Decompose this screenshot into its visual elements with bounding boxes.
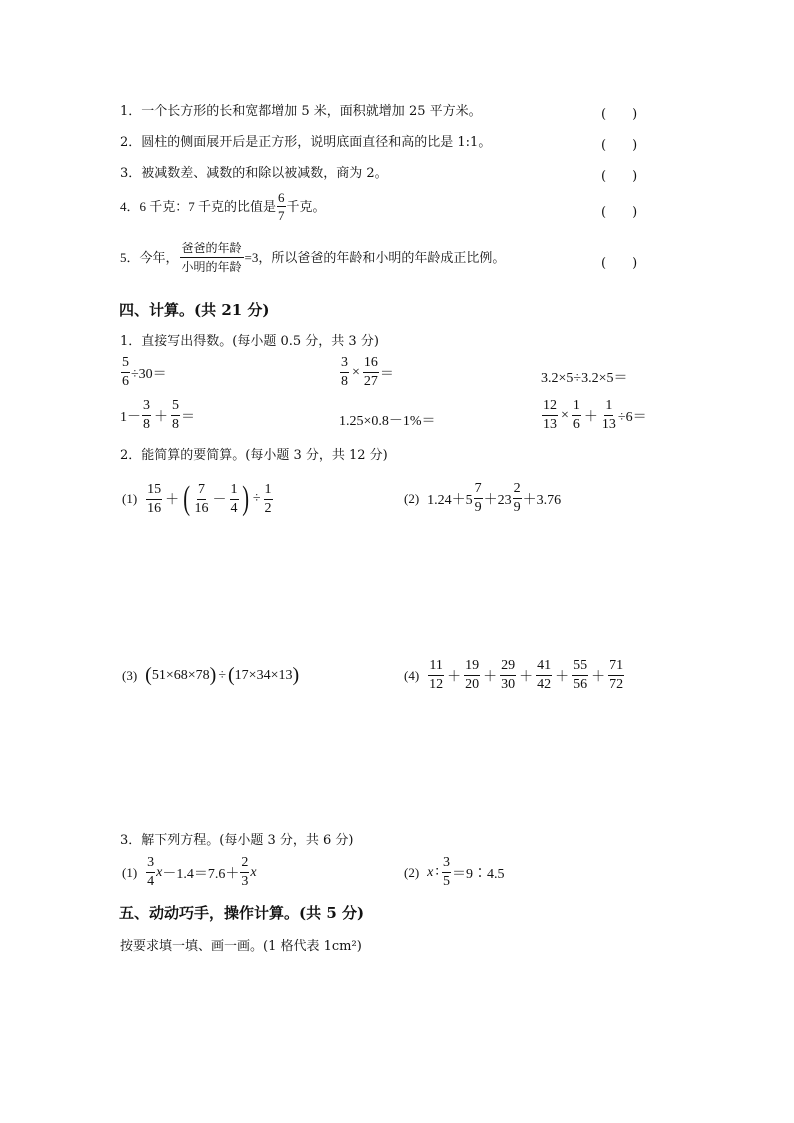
- judge-item-5-post: =3，所以爸爸的年龄和小明的年龄成正比例。: [244, 249, 506, 265]
- fraction: $\frac{71}{72}$: [609, 658, 624, 692]
- fraction: $\frac{1}{4}$: [230, 481, 238, 516]
- fraction: $\frac{3}{4}$: [147, 855, 155, 889]
- fraction: $\frac{11}{12}$: [429, 658, 444, 692]
- variable-x: x: [427, 864, 434, 880]
- section-5-instruction: 按要求填一填、画一画。(1 格代表 1cm²): [120, 939, 362, 954]
- q2-problem-4: (4) $\frac{11}{12}$ ＋ $\frac{19}{20}$ ＋ $\frac{29}{30}$ ＋ $\frac{41}{42}$ ＋ $\frac{55}{56}$ ＋ $\frac{71}{72}$: [404, 658, 624, 692]
- q3-equation-1: (1) $\frac{3}{4}$ x －1.4＝7.6＋ $\frac{2}{3}$ x: [122, 855, 257, 889]
- fraction: $\frac{7}{9}$: [474, 481, 482, 515]
- variable-x: x: [156, 864, 163, 880]
- fraction: $\frac{19}{20}$: [465, 658, 480, 692]
- fraction: $\frac{55}{56}$: [573, 658, 588, 692]
- q1-expr-6: $\frac{12}{13}$ × $\frac{1}{6}$ ＋ $\frac{1}{13}$ ÷6＝: [543, 398, 647, 432]
- fraction: $\frac{1}{2}$: [264, 481, 272, 516]
- judge-item-5: [120, 242, 505, 273]
- q2-title: 2．能简算的要简算。(每小题 3 分，共 12 分): [120, 448, 388, 463]
- judge-item-5-pre: 5．今年，: [120, 249, 179, 265]
- q2-problem-3: (3) ( 51×68×78 ) ÷ ( 17×34×13 ): [122, 664, 300, 686]
- q1-expr-4: 1－ $\frac{3}{8}$ ＋ $\frac{5}{8}$ ＝: [120, 398, 195, 432]
- judge-item-1: 1．一个长方形的长和宽都增加 5 米，面积就增加 25 平方米。: [120, 104, 482, 119]
- answer-paren-1[interactable]: ( ): [601, 107, 638, 122]
- variable-x: x: [250, 864, 257, 880]
- fraction: $\frac{12}{13}$: [543, 398, 557, 432]
- q3-title: 3．解下列方程。(每小题 3 分，共 6 分): [120, 833, 354, 848]
- fraction: $\frac{7}{16}$: [194, 481, 209, 516]
- fraction: $\frac{41}{42}$: [537, 658, 552, 692]
- q2-problem-2: (2) 1.24＋5 $\frac{7}{9}$ ＋23 $\frac{2}{9}$ ＋3.76: [404, 481, 562, 515]
- q2-problem-1: (1) $\frac{15}{16}$ ＋ ( $\frac{7}{16}$ － $\frac{1}{4}$ ) ÷ $\frac{1}{2}$: [122, 480, 272, 517]
- q1-expr-5: 1.25×0.8－1%＝: [339, 414, 436, 429]
- section-5-title: 五、动动巧手，操作计算。(共 5 分): [119, 904, 365, 922]
- fraction: $\frac{1}{6}$: [572, 398, 580, 432]
- fraction: $\frac{\text{爸爸的年龄}}{\text{小明的年龄}}$: [181, 241, 242, 274]
- fraction: $\frac{29}{30}$: [501, 658, 516, 692]
- fraction: $\frac{3}{5}$: [443, 855, 451, 889]
- fraction: $\frac{16}{27}$: [363, 355, 378, 389]
- answer-paren-3[interactable]: ( ): [601, 169, 638, 184]
- answer-paren-2[interactable]: ( ): [601, 138, 638, 153]
- fraction: $\frac{15}{16}$: [147, 481, 162, 516]
- fraction: $\frac{3}{8}$: [143, 398, 150, 432]
- fraction: $\frac{1}{13}$: [601, 398, 616, 432]
- fraction: $\frac{2}{3}$: [241, 855, 249, 889]
- q1-expr-3: 3.2×5÷3.2×5＝: [541, 371, 628, 386]
- section-4-title: 四、计算。(共 21 分): [119, 301, 270, 319]
- fraction: $\frac{3}{8}$: [341, 355, 348, 389]
- judge-item-4-post: 千克。: [286, 198, 326, 214]
- judge-item-2: 2．圆柱的侧面展开后是正方形，说明底面直径和高的比是 1:1。: [120, 135, 492, 150]
- q1-expr-1: $\frac{5}{6}$ ÷30＝: [122, 355, 167, 389]
- fraction: $\frac{6}{7}$: [278, 190, 285, 223]
- answer-paren-5[interactable]: ( ): [601, 256, 638, 271]
- fraction: $\frac{5}{8}$: [172, 398, 179, 432]
- judge-item-3: 3．被减数差、减数的和除以被减数，商为 2。: [120, 166, 388, 181]
- answer-paren-4[interactable]: ( ): [601, 205, 638, 220]
- fraction: $\frac{2}{9}$: [513, 481, 521, 515]
- q1-title: 1．直接写出得数。(每小题 0.5 分，共 3 分): [120, 334, 379, 349]
- fraction: $\frac{5}{6}$: [122, 355, 129, 389]
- judge-item-4-pre: 4．6 千克：7 千克的比值是: [120, 198, 277, 214]
- q1-expr-2: $\frac{3}{8}$ × $\frac{16}{27}$ ＝: [341, 355, 394, 389]
- q3-equation-2: (2) x ∶ $\frac{3}{5}$ ＝9∶4.5: [404, 855, 505, 889]
- judge-item-4: [120, 191, 326, 222]
